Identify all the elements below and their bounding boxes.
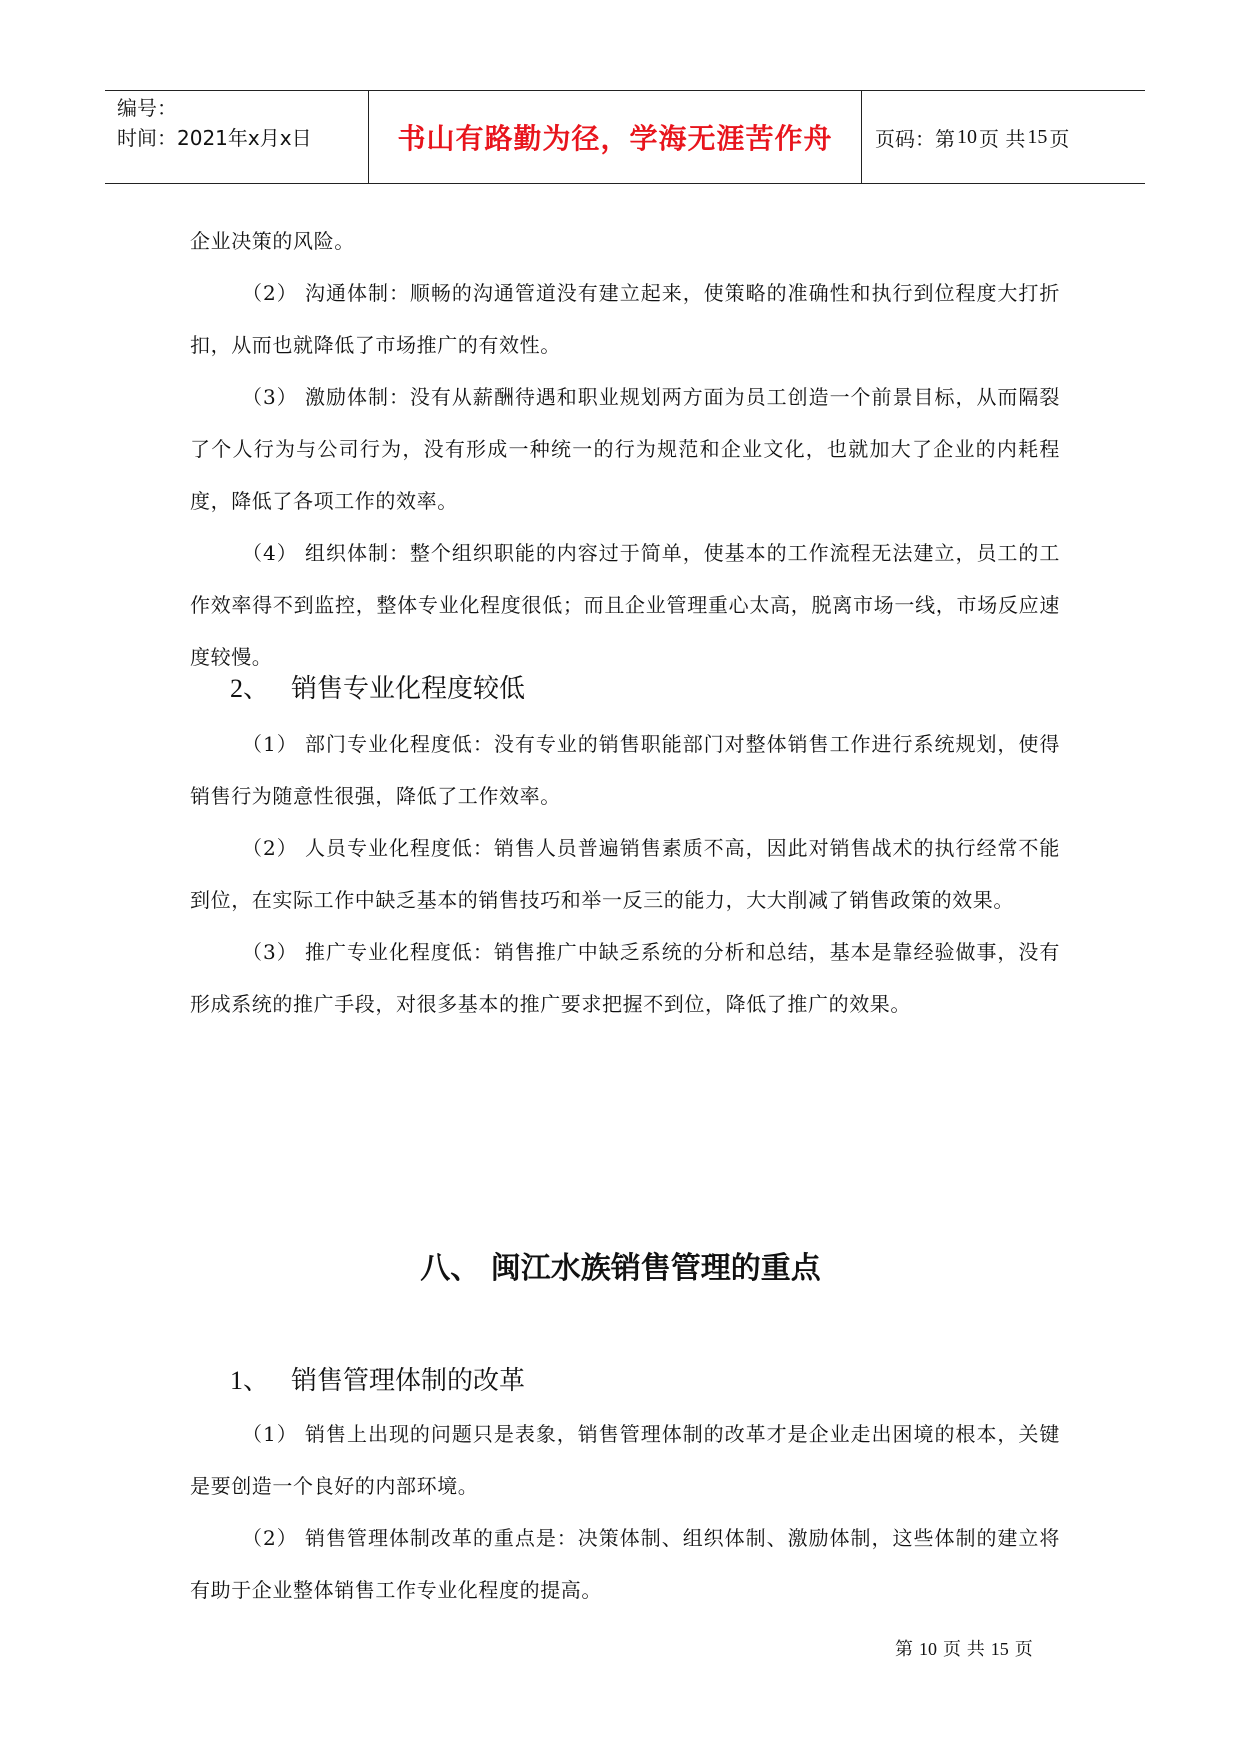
code-label: 编号： [117,96,177,120]
header-page-number: 页码：第 10 页 共 15 页 [875,125,1070,151]
body-section-3 [190,1408,1060,1616]
subheading: 2、 销售专业化程度较低 [230,674,526,704]
footer-page-total: 15 [990,1639,1009,1659]
header-divider [861,91,862,183]
header-page-total: 15 [1027,125,1048,148]
page-footer: 第 10 页 共 15 页 [895,1639,1033,1660]
paragraph: （3） 激励体制：没有从薪酬待遇和职业规划两方面为员工创造一个前景目标，从而隔裂了个人行为与公司行为，没有形成一种统一的行为规范和企业文化，也就加大了企业的内耗程度，降低了各项工作的效率。 [190,385,1060,513]
time-label: 时间：2021年x月x日 [117,126,312,150]
paragraph: （2） 人员专业化程度低：销售人员普遍销售素质不高，因此对销售战术的执行经常不能到位，在实际工作中缺乏基本的销售技巧和举一反三的能力，大大削减了销售政策的效果。 [190,836,1060,912]
paragraph: （1） 销售上出现的问题只是表象，销售管理体制的改革才是企业走出困境的根本，关键是要创造一个良好的内部环境。 [190,1422,1060,1498]
body-section-1 [190,215,1060,683]
page-header [105,90,1145,184]
header-motto: 书山有路勤为径，学海无涯苦作舟 [397,122,833,155]
header-meta [117,93,312,153]
paragraph: （3） 推广专业化程度低：销售推广中缺乏系统的分析和总结，基本是靠经验做事，没有形成系统的推广手段，对很多基本的推广要求把握不到位，降低了推广的效果。 [190,940,1060,1016]
paragraph: （2） 销售管理体制改革的重点是：决策体制、组织体制、激励体制，这些体制的建立将有助于企业整体销售工作专业化程度的提高。 [190,1526,1060,1602]
header-page-current: 10 [957,125,977,148]
chapter-title: 八、 闽江水族销售管理的重点 [420,1251,821,1286]
paragraph: 企业决策的风险。 [190,229,355,253]
paragraph: （1） 部门专业化程度低：没有专业的销售职能部门对整体销售工作进行系统规划，使得销售行为随意性很强，降低了工作效率。 [190,732,1060,808]
paragraph: （2） 沟通体制：顺畅的沟通管道没有建立起来，使策略的准确性和执行到位程度大打折扣，从而也就降低了市场推广的有效性。 [190,281,1060,357]
subheading: 1、 销售管理体制的改革 [230,1366,526,1396]
paragraph: （4） 组织体制：整个组织职能的内容过于简单，使基本的工作流程无法建立，员工的工作效率得不到监控，整体专业化程度很低；而且企业管理重心太高，脱离市场一线，市场反应速度较慢。 [190,541,1060,669]
body-section-2 [190,718,1060,1030]
footer-page-current: 10 [919,1639,937,1659]
